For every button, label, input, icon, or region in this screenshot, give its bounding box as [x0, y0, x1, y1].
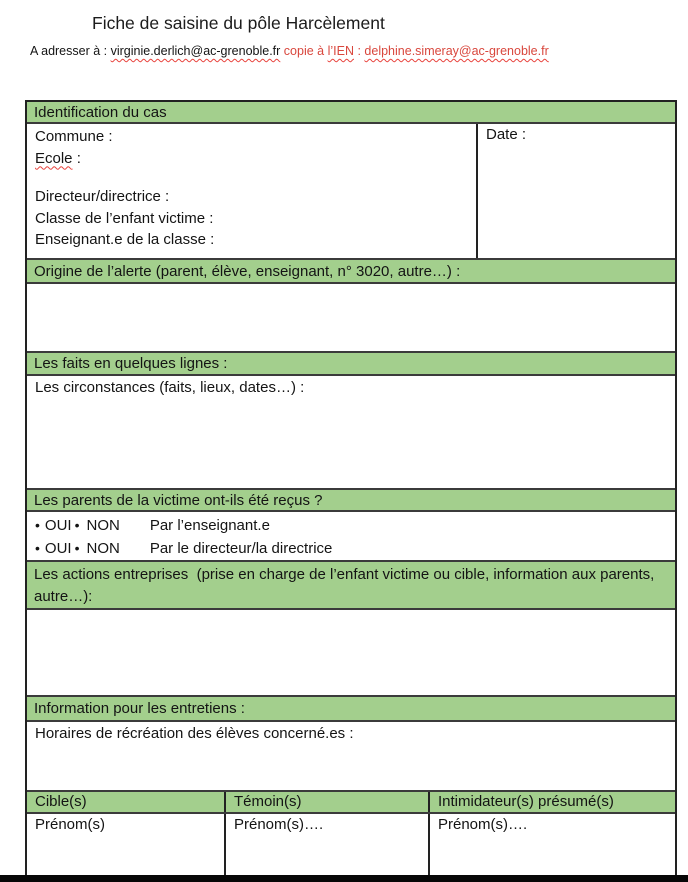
- circonstances-prompt: Les circonstances (faits, lieux, dates…) :: [35, 379, 305, 396]
- entretiens-input-area[interactable]: [27, 722, 675, 792]
- option-non[interactable]: NON: [86, 540, 120, 557]
- copy-text: copie à: [280, 44, 328, 58]
- copy-ien: l’IEN: [327, 44, 354, 58]
- actions-input-area[interactable]: [27, 610, 675, 697]
- received-option-row: [35, 537, 667, 560]
- form-table: [25, 100, 677, 877]
- address-line: [30, 44, 549, 58]
- personnes-column-header: Intimidateur(s) présumé(s): [428, 792, 675, 812]
- identification-field-line[interactable]: Ecole :: [35, 149, 81, 167]
- personnes-header-row: [27, 792, 675, 814]
- bullet-icon: •: [35, 540, 40, 556]
- option-non[interactable]: NON: [86, 517, 120, 534]
- section-header-identification: Identification du cas: [27, 102, 675, 124]
- identification-field-line[interactable]: Directeur/directrice :: [35, 188, 170, 205]
- received-option-row: [35, 514, 667, 537]
- identification-fields[interactable]: [27, 124, 476, 258]
- bullet-icon: •: [74, 517, 80, 533]
- section-header-parents: Les parents de la victime ont-ils été reçus ?: [27, 490, 675, 512]
- personnes-value-row: [27, 814, 675, 875]
- copy-email: delphine.simeray@ac-grenoble.fr: [364, 44, 549, 58]
- primary-email: virginie.derlich@ac-grenoble.fr: [110, 44, 281, 58]
- parents-options: [27, 512, 675, 562]
- identification-field-line[interactable]: Commune :: [35, 128, 113, 145]
- section-header-actions: Les actions entreprises (prise en charge de l’enfant victime ou cible, information aux parents, autre…):: [27, 562, 675, 610]
- personnes-column-header: Témoin(s): [224, 792, 428, 812]
- bullet-icon: •: [74, 540, 80, 556]
- personnes-column-header: Cible(s): [27, 792, 224, 812]
- address-prefix: A adresser à :: [30, 44, 111, 58]
- identification-field-line[interactable]: [35, 169, 468, 186]
- personnes-column-value[interactable]: Prénom(s): [35, 816, 106, 833]
- identification-field-line[interactable]: Classe de l’enfant victime :: [35, 209, 214, 227]
- horaires-prompt: Horaires de récréation des élèves concerné.es :: [35, 725, 354, 742]
- date-label: Date :: [486, 126, 527, 143]
- date-cell[interactable]: [476, 124, 675, 258]
- document-title: Fiche de saisine du pôle Harcèlement: [92, 13, 385, 33]
- copy-separator: :: [354, 44, 365, 58]
- option-label: Par l’enseignant.e: [149, 517, 270, 534]
- section-header-entretiens: Information pour les entretiens :: [27, 697, 675, 722]
- page-bottom-edge: [0, 875, 688, 882]
- option-oui[interactable]: OUI: [44, 540, 72, 557]
- personnes-column-value[interactable]: Prénom(s)….: [428, 814, 675, 875]
- faits-input-area[interactable]: [27, 376, 675, 490]
- option-label: Par le directeur/la directrice: [149, 540, 333, 557]
- option-oui[interactable]: OUI: [44, 517, 72, 534]
- misspelled-word: Ecole: [35, 149, 73, 167]
- bullet-icon: •: [35, 517, 40, 533]
- identification-field-line[interactable]: Enseignant.e de la classe :: [35, 231, 215, 248]
- origine-input-area[interactable]: [27, 284, 675, 353]
- identification-body-row: [27, 124, 675, 260]
- personnes-column-value[interactable]: Prénom(s)….: [224, 814, 428, 875]
- section-header-faits: Les faits en quelques lignes :: [27, 353, 675, 376]
- section-header-origine: Origine de l’alerte (parent, élève, enseignant, n° 3020, autre…) :: [27, 260, 675, 284]
